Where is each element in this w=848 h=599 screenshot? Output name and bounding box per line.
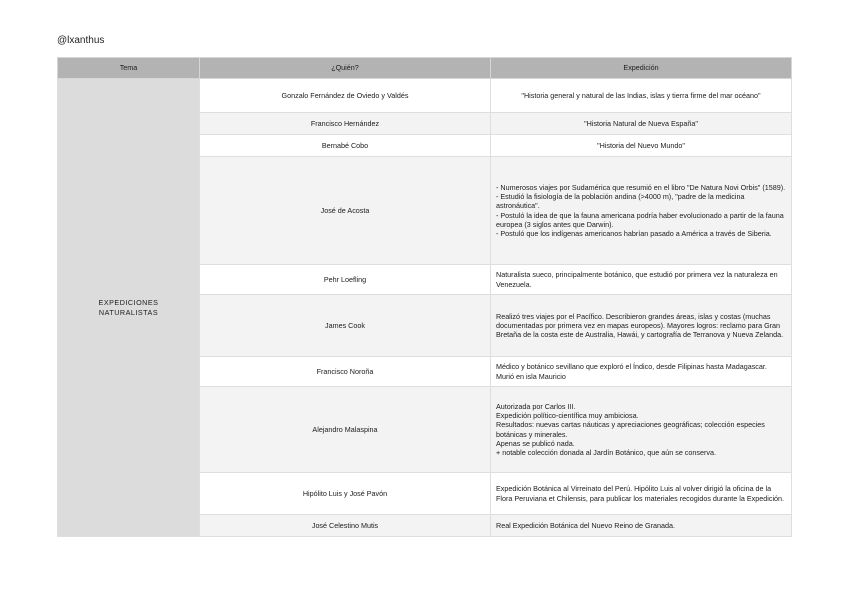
topic-line-1: EXPEDICIONES	[98, 297, 159, 307]
expedition-line: Realizó tres viajes por el Pacífico. Describieron grandes áreas, islas y costas (muchas documentadas por primera vez en mapas europeos). Mayores logros: reclamo para Gran Bretaña de la costa este de Australia, Hawái, y cartografía de Terranova y Nueva Zelanda.	[496, 311, 784, 340]
author-handle: @lxanthus	[57, 35, 105, 46]
expedition-line: Apenas se publicó nada.	[496, 438, 575, 448]
who-cell: Bernabé Cobo	[200, 135, 491, 157]
expedition-line: Expedición político-científica muy ambiciosa.	[496, 411, 639, 421]
header-expedicion: Expedición	[491, 58, 792, 79]
topic-cell	[58, 79, 200, 537]
expedition-line: Real Expedición Botánica del Nuevo Reino de Granada.	[496, 520, 676, 530]
who-cell: Francisco Hernández	[200, 113, 491, 135]
expedition-cell	[491, 157, 792, 265]
expedition-cell	[491, 113, 792, 135]
who-cell: Hipólito Luis y José Pavón	[200, 473, 491, 515]
topic-line-2: NATURALISTAS	[98, 307, 159, 317]
header-quien: ¿Quién?	[200, 58, 491, 79]
who-cell: Francisco Noroña	[200, 357, 491, 387]
who-cell: Pehr Loefling	[200, 265, 491, 295]
expedition-line: + notable colección donada al Jardín Botánico, que aún se conserva.	[496, 447, 716, 457]
who-cell: Gonzalo Fernández de Oviedo y Valdés	[200, 79, 491, 113]
who-cell: José Celestino Mutis	[200, 515, 491, 537]
expedition-cell	[491, 387, 792, 473]
expedition-cell	[491, 515, 792, 537]
expeditions-table	[57, 57, 792, 537]
expedition-cell	[491, 295, 792, 357]
who-cell: José de Acosta	[200, 157, 491, 265]
expedition-line: Naturalista sueco, principalmente botánico, que estudió por primera vez la naturaleza en Venezuela.	[496, 270, 778, 289]
expedition-line: - Postuló que los indígenas americanos habrían pasado a América a través de Siberia.	[496, 228, 772, 238]
expedition-line: "Historia general y natural de las Indias, islas y tierra firme del mar océano"	[521, 90, 761, 100]
expedition-line: Expedición Botánica al Virreinato del Perú. Hipólito Luis al volver dirigió la oficina de la Flora Peruviana et Chilensis, para publicar los materiales recogidos durante la Expedición.	[496, 484, 785, 503]
expedition-line: Autorizada por Carlos III.	[496, 401, 576, 411]
who-cell: James Cook	[200, 295, 491, 357]
expedition-cell	[491, 79, 792, 113]
expedition-cell	[491, 473, 792, 515]
expedition-line: "Historia del Nuevo Mundo"	[597, 140, 685, 150]
expedition-line: - Postuló la idea de que la fauna americana podría haber evolucionado a partir de la fauna europea (3 siglos antes que Darwin).	[496, 210, 784, 229]
expedition-line: Médico y botánico sevillano que exploró el Índico, desde Filipinas hasta Madagascar. Murió en isla Mauricio	[496, 362, 767, 381]
who-cell: Alejandro Malaspina	[200, 387, 491, 473]
expedition-line: - Estudió la fisiología de la población andina (>4000 m), "padre de la medicina astronáutica".	[496, 192, 745, 211]
expedition-line: Resultados: nuevas cartas náuticas y apreciaciones geográficas; colección especies botánicas y minerales.	[496, 420, 765, 439]
expedition-cell	[491, 357, 792, 387]
header-tema: Tema	[58, 58, 200, 79]
expedition-cell	[491, 135, 792, 157]
expedition-line: - Numerosos viajes por Sudamérica que resumió en el libro "De Natura Novi Orbis" (1589).	[496, 182, 786, 192]
expedition-line: "Historia Natural de Nueva España"	[584, 118, 698, 128]
table-row	[58, 79, 792, 113]
header-row	[58, 58, 792, 79]
expedition-cell	[491, 265, 792, 295]
